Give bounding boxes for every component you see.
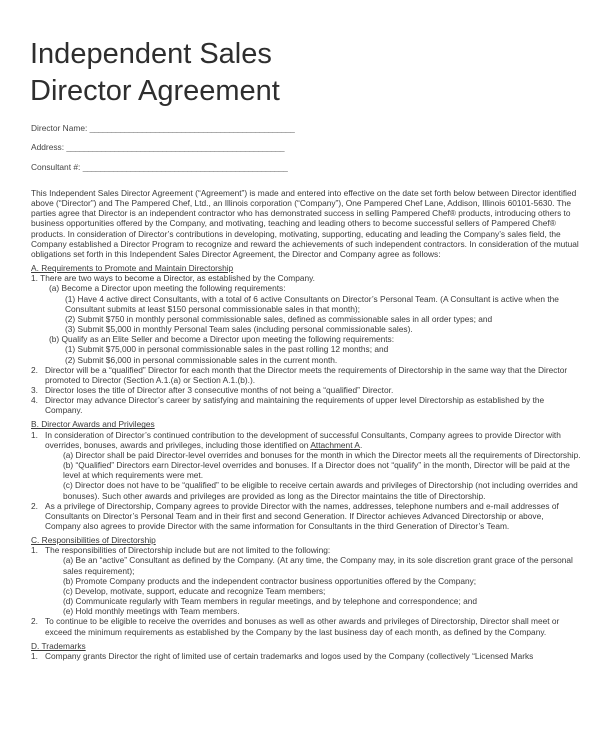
attachment-a-link[interactable]: Attachment A [310,439,360,450]
section-c-item-2: 2. To continue to be eligible to receive the overrides and bonuses as well as other awards and privileges of Directorship, Director shall meet or exceed the minimum requirements as established by the Company by the last business day of each month, as defined by the Company. [31,616,560,637]
document-title [30,36,280,110]
agreement-body [31,188,581,661]
list-item: (2) Submit $750 in monthly personal commissionable sales, defined as commissionable sales in all order types; and [65,313,493,324]
list-item: (2) Submit $6,000 in personal commissionable sales in the current month. [65,354,338,365]
section-b [31,419,581,531]
section-b-item-2: 2. As a privilege of Directorship, Company agrees to provide Director with the names, addresses, telephone numbers and e-mail addresses of Consultants on Director’s Personal Team and in their first and second Generation. If Director achieves Advanced Directorship or above, Company also agrees to provide Director with the same information for Consultants in the third Generation of Director’s Team. [31,500,559,531]
director-name-blank[interactable]: _______________________________________________ [89,123,295,133]
list-item: (c) Develop, motivate, support, educate and recognize Team members; [63,585,326,596]
list-item: (d) Communicate regularly with Team members in regular meetings, and by telephone and correspondence; and [63,596,478,607]
section-a-heading: A. Requirements to Promote and Maintain Directorship [31,263,234,274]
section-c-heading: C. Responsibilities of Directorship [31,535,156,546]
director-name-field[interactable] [31,123,294,133]
list-item: (a) Be an “active” Consultant as defined by the Company. (At any time, the Company may, in its sole discretion grant grace of the personal sales requirement); [63,555,573,576]
section-a-item-4: 4. Director may advance Director’s career by satisfying and maintaining the requirements of upper level Directorship as established by the Company. [31,395,545,416]
section-a-item-1a: (a) Become a Director upon meeting the following requirements: [49,283,286,294]
section-b-item-1: 1. In consideration of Director’s continued contribution to the development of successful Consultants, Company agrees to provide Director with overrides, bonuses, awards and privileges, including those identified on Attachment A. [31,429,561,450]
consultant-number-blank[interactable]: _______________________________________________ [82,162,288,172]
section-b-heading: B. Director Awards and Privileges [31,419,155,430]
address-blank[interactable]: __________________________________________________ [66,142,285,152]
consultant-number-field[interactable] [31,162,288,172]
list-item: (a) Director shall be paid Director-level overrides and bonuses for the month in which the Director meets all the requirements of Directorship. [63,449,581,460]
address-field[interactable] [31,142,284,152]
list-item: (3) Submit $5,000 in monthly Personal Team sales (including personal commissionable sales). [65,324,413,335]
section-a [31,263,581,415]
address-label: Address: [31,142,65,152]
section-d-item-1: 1. Company grants Director the right of limited use of certain trademarks and logos used by the Company (collectively “Licensed Marks [31,650,534,661]
section-b-item-1-list [31,450,581,501]
section-c-item-1-list [31,555,581,616]
director-name-label: Director Name: [31,123,88,133]
list-item: (c) Director does not have to be “qualified” to be eligible to receive certain awards and privileges of Directorship (not including overrides and bonuses). Such other awards and privileges are provided as long as the Director maintains the title of Directorship. [63,480,578,501]
consultant-number-label: Consultant #: [31,162,81,172]
section-a-item-3: 3. Director loses the title of Director after 3 consecutive months of not being a “qualified” Director. [31,384,394,395]
section-c-item-1: 1. The responsibilities of Directorship include but are not limited to the following: [31,545,331,556]
section-d [31,641,581,661]
list-item: (b) Promote Company products and the independent contractor business opportunities offered by the Company; [63,575,477,586]
section-a-item-2: 2. Director will be a “qualified” Director for each month that the Director meets the requirements of Directorship in the same way that the Director promoted to Director (Section A.1.(a) or Section A.1.(b).). [31,364,568,385]
section-a-item-1b: (b) Qualify as an Elite Seller and become a Director upon meeting the following requirements: [49,334,395,345]
list-item: (b) “Qualified” Directors earn Director-level overrides and bonuses. If a Director does not “qualify” in the month, Director will be paid at the level at which requirements were met. [63,460,570,481]
list-item: (1) Submit $75,000 in personal commissionable sales in the past rolling 12 months; and [65,344,389,355]
section-c [31,535,581,637]
section-a-item-1: 1. There are two ways to become a Director, as established by the Company. [31,273,315,284]
title-line-1: Independent Sales [30,38,272,70]
list-item: (e) Hold monthly meetings with Team members. [63,606,240,617]
section-d-heading: D. Trademarks [31,640,86,651]
section-a-item-1b-list [31,344,581,364]
intro-paragraph: This Independent Sales Director Agreement (“Agreement”) is made and entered into effective on the date set forth below between Director identified above (“Director”) and The Pampered Chef, Ltd., an Illinois corporation (“Company”), One Pampered Chef Lane, Addison, Illinois 60101-5630. The parties agree that Director is an independent contractor who has demonstrated success in selling Pampered Chef® products, introducing others to business opportunities offered by the Company, and motivating, teaching and leading others to become successful sellers of Pampered Chef® products. In consideration of Director’s contributions in developing, motivating, supporting, educating and leading the Company’s sales field, the Company established a Director Program to recognize and reward the achievements of such independent contractors. In consideration of the mutual obligations set forth in this Independent Sales Director Agreement, the Director and Company agree as follows: [31,188,579,259]
list-item: (1) Have 4 active direct Consultants, with a total of 6 active Consultants on Director’s Personal Team. (A Consultant is active when the Consultant submits at least $150 personal commissionable sales in that month); [65,293,559,314]
title-line-2: Director Agreement [30,75,280,107]
section-a-item-1a-list [31,294,581,335]
